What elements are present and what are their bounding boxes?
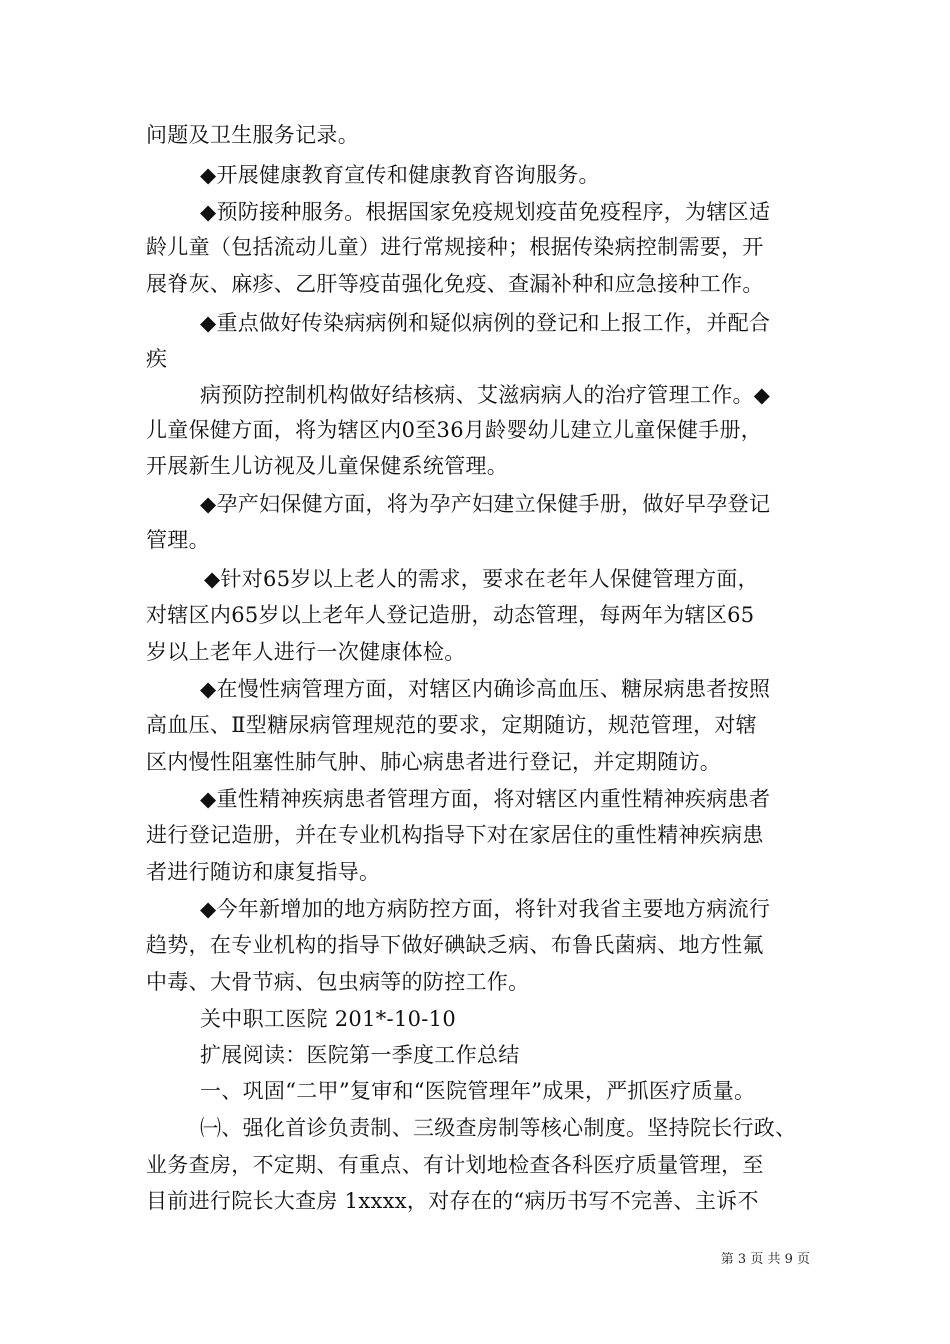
text-line: ◆孕产妇保健方面，将为孕产妇建立保健手册，做好早孕登记: [200, 492, 771, 516]
text-line: ◆在慢性病管理方面，对辖区内确诊高血压、糖尿病患者按照: [200, 677, 771, 701]
text-line: 疾: [146, 347, 168, 371]
text-line: 管理。: [146, 528, 210, 552]
text-line: 岁以上老年人进行一次健康体检。: [146, 640, 466, 664]
page-number-footer: 第 3 页 共 9 页: [720, 1252, 810, 1267]
text-line: 中毒、大骨节病、包虫病等的防控工作。: [146, 970, 530, 994]
text-line: 病预防控制机构做好结核病、艾滋病病人的治疗管理工作。◆: [200, 383, 771, 407]
text-line: 一、巩固“二甲”复审和“医院管理年”成果，严抓医疗质量。: [200, 1079, 756, 1103]
text-line: 者进行随访和康复指导。: [146, 860, 381, 884]
text-line: 趋势，在专业机构的指导下做好碘缺乏病、布鲁氏菌病、地方性氟: [146, 933, 764, 957]
text-line: 对辖区内65岁以上老年人登记造册，动态管理，每两年为辖区65: [146, 603, 755, 627]
text-line: ◆开展健康教育宣传和健康教育咨询服务。: [200, 163, 600, 187]
text-line: 业务查房，不定期、有重点、有计划地检查各科医疗质量管理，至: [146, 1153, 764, 1177]
text-line: ◆今年新增加的地方病防控方面，将针对我省主要地方病流行: [200, 897, 771, 921]
text-line: 问题及卫生服务记录。: [146, 123, 359, 147]
text-line: ◆预防接种服务。根据国家免疫规划疫苗免疫程序，为辖区适: [200, 200, 771, 224]
text-line: ㈠、强化首诊负责制、三级查房制等核心制度。坚持院长行政、: [200, 1116, 797, 1140]
text-line: 儿童保健方面，将为辖区内0至36月龄婴幼儿建立儿童保健手册，: [146, 418, 763, 442]
text-line: 进行登记造册，并在专业机构指导下对在家居住的重性精神疾病患: [146, 823, 764, 847]
text-line: ◆重性精神疾病患者管理方面，将对辖区内重性精神疾病患者: [200, 787, 771, 811]
text-line: ◆重点做好传染病病例和疑似病例的登记和上报工作，并配合: [200, 311, 771, 335]
text-line: 关中职工医院 201*-10-10: [200, 1007, 456, 1031]
text-line: 扩展阅读：医院第一季度工作总结: [200, 1043, 520, 1067]
text-line: 目前进行院长大查房 1xxxx，对存在的“病历书写不完善、主诉不: [146, 1189, 759, 1213]
text-line: 展脊灰、麻疹、乙肝等疫苗强化免疫、查漏补种和应急接种工作。: [146, 272, 764, 296]
text-line: 开展新生儿访视及儿童保健系统管理。: [146, 454, 509, 478]
text-line: ◆针对65岁以上老人的需求，要求在老年人保健管理方面，: [204, 567, 759, 591]
text-line: 龄儿童（包括流动儿童）进行常规接种；根据传染病控制需要，开: [146, 235, 764, 259]
text-line: 高血压、Ⅱ型糖尿病管理规范的要求，定期随访，规范管理，对辖: [146, 713, 757, 737]
text-line: 区内慢性阻塞性肺气肿、肺心病患者进行登记，并定期随访。: [146, 750, 722, 774]
